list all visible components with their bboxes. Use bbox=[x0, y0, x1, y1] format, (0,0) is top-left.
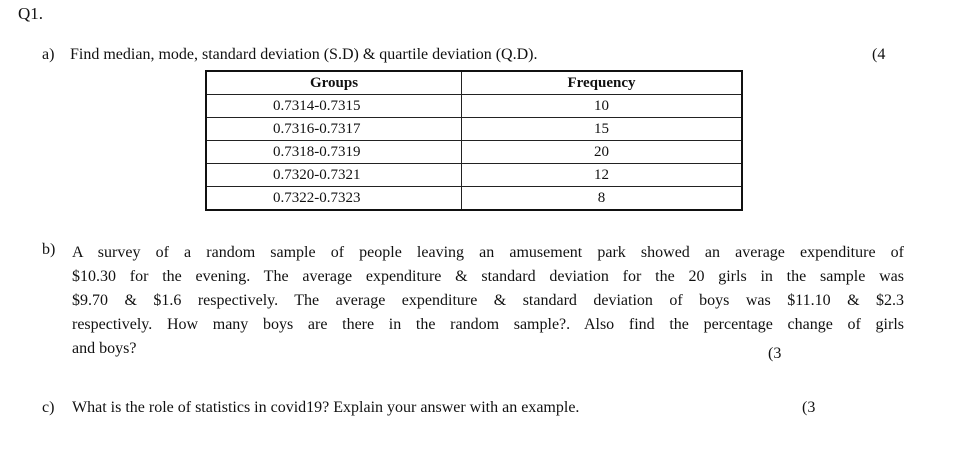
group-cell: 0.7320-0.7321 bbox=[206, 164, 462, 187]
group-cell: 0.7322-0.7323 bbox=[206, 187, 462, 211]
frequency-cell: 8 bbox=[462, 187, 743, 211]
group-cell: 0.7316-0.7317 bbox=[206, 118, 462, 141]
frequency-cell: 10 bbox=[462, 95, 743, 118]
table-header-row bbox=[206, 71, 742, 95]
table-row bbox=[206, 95, 742, 118]
part-a-text: Find median, mode, standard deviation (S.D) & quartile deviation (Q.D). bbox=[70, 46, 538, 63]
group-cell: 0.7318-0.7319 bbox=[206, 141, 462, 164]
frequency-table bbox=[205, 70, 743, 211]
table-row bbox=[206, 141, 742, 164]
table-row bbox=[206, 118, 742, 141]
part-a-marks: (4 bbox=[872, 46, 886, 63]
groups-header: Groups bbox=[206, 71, 462, 95]
table-row bbox=[206, 164, 742, 187]
part-b-line: and boys? bbox=[72, 340, 137, 357]
frequency-cell: 20 bbox=[462, 141, 743, 164]
part-b-marks: (3 bbox=[768, 345, 782, 362]
part-b-line: $10.30 for the evening. The average expenditure & standard deviation for the 20 girls in the sample was bbox=[72, 268, 904, 285]
frequency-cell: 12 bbox=[462, 164, 743, 187]
part-c-marks: (3 bbox=[802, 399, 816, 416]
part-a-label: a) bbox=[42, 46, 55, 63]
part-b-line: $9.70 & $1.6 respectively. The average expenditure & standard deviation of boys was $11.10 & $2.3 bbox=[72, 292, 904, 309]
question-number: Q1. bbox=[18, 4, 44, 23]
part-b-text bbox=[72, 241, 904, 361]
frequency-cell: 15 bbox=[462, 118, 743, 141]
part-b-line: respectively. How many boys are there in the random sample?. Also find the percentage change of girls bbox=[72, 316, 904, 333]
part-b-line: A survey of a random sample of people leaving an amusement park showed an average expenditure of bbox=[72, 244, 904, 261]
part-c-label: c) bbox=[42, 399, 55, 416]
part-c-text: What is the role of statistics in covid19? Explain your answer with an example. bbox=[72, 399, 580, 416]
part-b-label: b) bbox=[42, 241, 56, 258]
table-row bbox=[206, 187, 742, 211]
group-cell: 0.7314-0.7315 bbox=[206, 95, 462, 118]
frequency-header: Frequency bbox=[462, 71, 743, 95]
